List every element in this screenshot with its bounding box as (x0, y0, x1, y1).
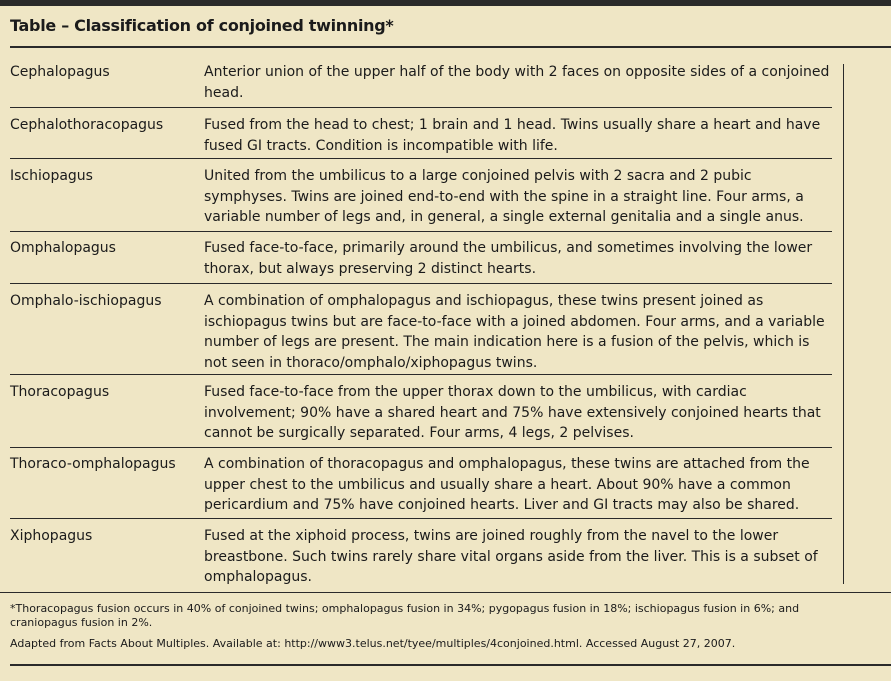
row-term: Xiphopagus (10, 528, 93, 544)
bottom-rule (10, 664, 891, 666)
row-description: Fused face-to-face from the upper thorax down to the umbilicus, with cardiac involvement; 90% have a shared heart and 75% have extensively conjoined hearts that cannot be surgically separated. Four arms, 4 legs, 2 pelvises. (204, 384, 821, 441)
row-description: A combination of thoracopagus and omphalopagus, these twins are attached from the upper chest to the umbilicus and usually share a heart. About 90% have a common pericardium and 75% have conjoined hearts. Liver and GI tracts may also be shared. (204, 456, 810, 513)
row-description: Fused at the xiphoid process, twins are joined roughly from the navel to the lower breastbone. Such twins rarely share vital organs aside from the liver. This is a subset of omphalopagus. (204, 528, 818, 585)
row-divider (10, 518, 832, 519)
row-divider (10, 374, 832, 375)
row-term: Omphalopagus (10, 240, 116, 256)
row-term: Thoracopagus (10, 384, 110, 400)
row-description: Fused from the head to chest; 1 brain and 1 head. Twins usually share a heart and have fused GI tracts. Condition is incompatible with life. (204, 117, 821, 154)
row-description: A combination of omphalopagus and ischiopagus, these twins present joined as ischiopagus twins but are face-to-face with a joined abdomen. Four arms, and a variable number of legs are present. The main indication here is a fusion of the pelvis, which is not seen in thoraco/omphalo/xiphopagus twins. (204, 293, 825, 371)
row-divider (10, 231, 832, 232)
row-divider (10, 158, 832, 159)
row-divider (10, 447, 832, 448)
row-term: Omphalo-ischiopagus (10, 293, 162, 309)
footnote-asterisk: *Thoracopagus fusion occurs in 40% of conjoined twins; omphalopagus fusion in 34%; pygopagus fusion in 18%; ischiopagus fusion in 6%; and craniopagus fusion in 2%. (10, 602, 800, 629)
title-rule (10, 46, 891, 48)
row-description: United from the umbilicus to a large conjoined pelvis with 2 sacra and 2 pubic symphyses. Twins are joined end-to-end with the spine in a straight line. Four arms, a variable number of legs and, in general, a single external genitalia and a single anus. (204, 168, 804, 225)
table-title: Table – Classification of conjoined twinning* (10, 16, 394, 35)
row-description: Fused face-to-face, primarily around the umbilicus, and sometimes involving the lower thorax, but always preserving 2 distinct hearts. (204, 240, 813, 277)
top-border (0, 0, 891, 6)
row-term: Ischiopagus (10, 168, 93, 184)
row-divider (10, 283, 832, 284)
row-divider (10, 107, 832, 108)
footnote-rule (0, 592, 891, 593)
table-right-border (843, 64, 844, 584)
row-term: Cephalothoracopagus (10, 117, 164, 133)
row-term: Thoraco-omphalopagus (10, 456, 176, 472)
row-term: Cephalopagus (10, 64, 110, 80)
footnote-source: Adapted from Facts About Multiples. Available at: http://www3.telus.net/tyee/multiples/4conjoined.html. Accessed August 27, 2007. (10, 637, 736, 650)
row-description: Anterior union of the upper half of the body with 2 faces on opposite sides of a conjoined head. (204, 64, 830, 101)
